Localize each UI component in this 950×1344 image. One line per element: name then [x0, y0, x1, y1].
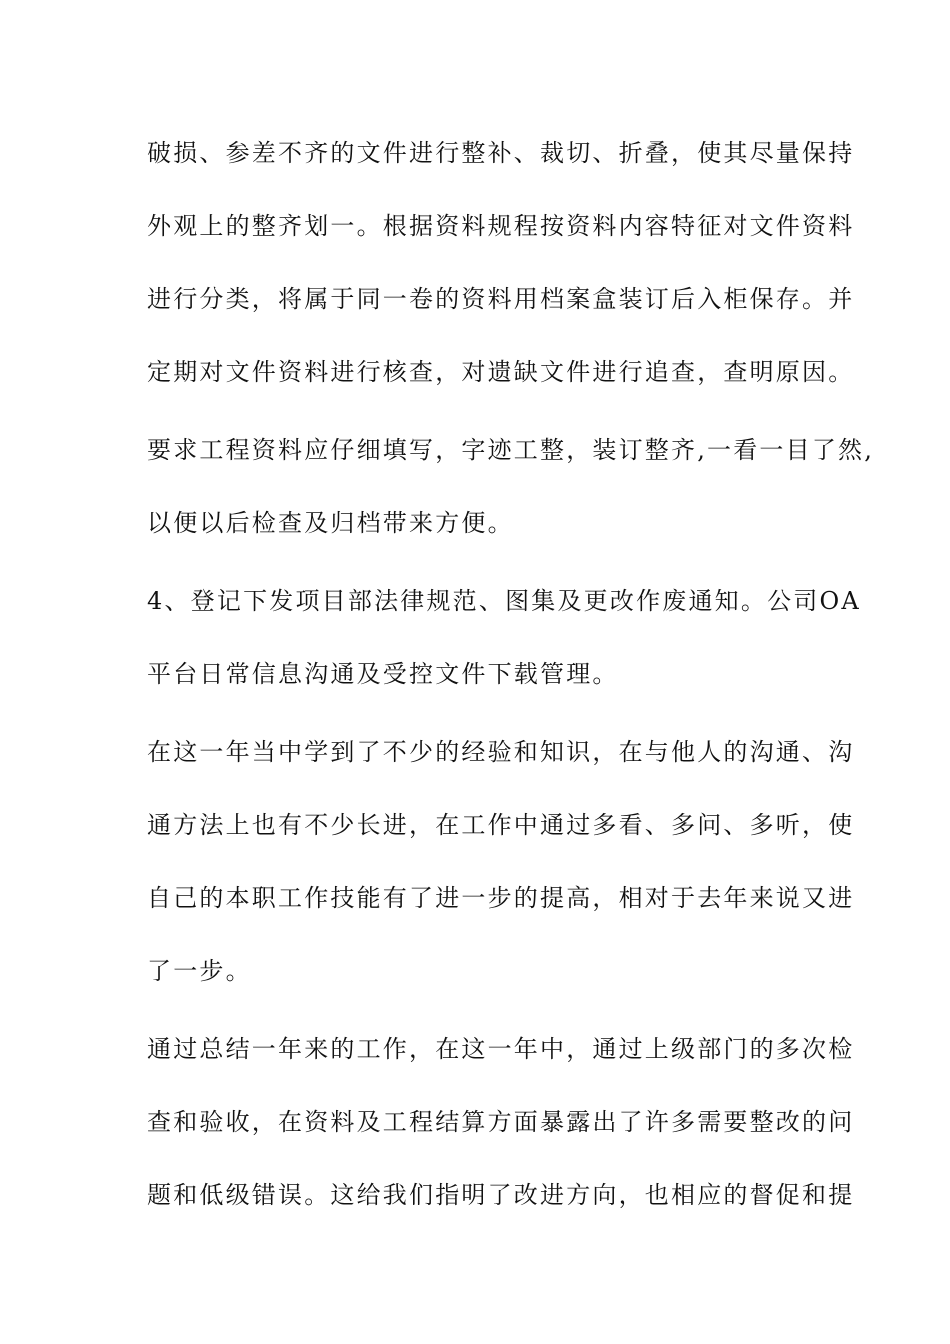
text-line: 查和验收，在资料及工程结算方面暴露出了许多需要整改的问 — [147, 1108, 855, 1136]
text-line: 以便以后检查及归档带来方便。 — [147, 509, 514, 537]
text-line: 进行分类，将属于同一卷的资料用档案盒装订后入柜保存。并 — [147, 285, 855, 313]
text-line: 要求工程资料应仔细填写，字迹工整，装订整齐,一看一目了然, — [147, 436, 875, 464]
text-line: 外观上的整齐划一。根据资料规程按资料内容特征对文件资料 — [147, 212, 855, 240]
text-line: 定期对文件资料进行核查，对遗缺文件进行追查，查明原因。 — [147, 358, 855, 386]
text-line: 题和低级错误。这给我们指明了改进方向，也相应的督促和提 — [147, 1181, 855, 1209]
text-line: 自己的本职工作技能有了进一步的提高，相对于去年来说又进 — [147, 884, 855, 912]
text-line: 了一步。 — [147, 957, 252, 985]
text-line: 通方法上也有不少长进，在工作中通过多看、多问、多听，使 — [147, 811, 855, 839]
text-line: 在这一年当中学到了不少的经验和知识，在与他人的沟通、沟 — [147, 738, 855, 766]
text-line: 破损、参差不齐的文件进行整补、裁切、折叠，使其尽量保持 — [147, 139, 855, 167]
text-line: 通过总结一年来的工作，在这一年中，通过上级部门的多次检 — [147, 1035, 855, 1063]
text-line: 4、登记下发项目部法律规范、图集及更改作废通知。公司OA — [147, 587, 861, 615]
text-line: 平台日常信息沟通及受控文件下载管理。 — [147, 660, 619, 688]
